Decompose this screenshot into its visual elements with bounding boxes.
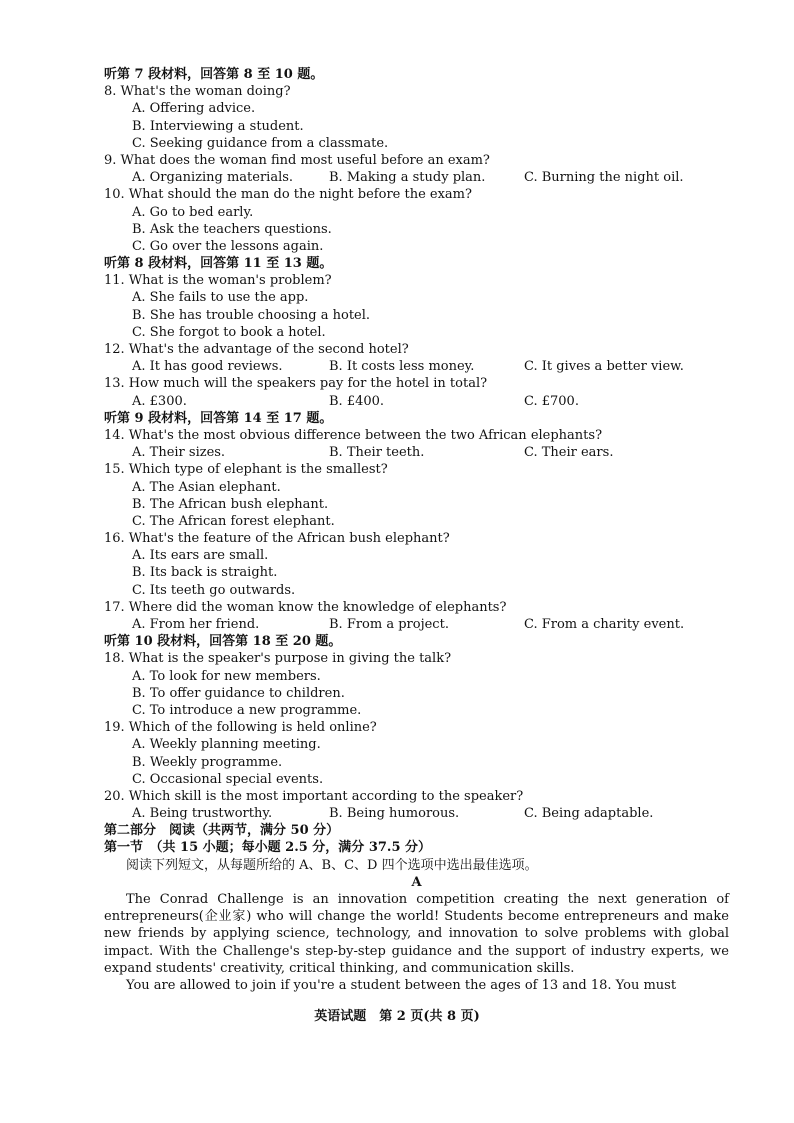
option: C. Burning the night oil.: [524, 170, 684, 186]
question-stem: 16. What's the feature of the African bush elephant?: [104, 531, 450, 547]
passage-label: A: [411, 874, 422, 890]
options-row: [104, 444, 729, 461]
passage-paragraph-2: You are allowed to join if you're a student between the ages of 13 and 18. You must: [126, 978, 677, 994]
option: C. To introduce a new programme.: [132, 702, 362, 718]
question-stem: 8. What's the woman doing?: [104, 84, 291, 100]
option: C. £700.: [524, 393, 579, 409]
option: C. Its teeth go outwards.: [132, 582, 296, 598]
option: C. It gives a better view.: [524, 359, 684, 375]
section-heading-8: 听第 8 段材料，回答第 11 至 13 题。: [104, 256, 333, 272]
question-stem: 9. What does the woman find most useful before an exam?: [104, 152, 490, 168]
options-row: [104, 616, 729, 633]
option: A. Their sizes.: [132, 445, 226, 461]
option: C. Being adaptable.: [524, 806, 654, 822]
question-stem: 12. What's the advantage of the second hotel?: [104, 342, 409, 357]
option: B. The African bush elephant.: [132, 496, 329, 512]
option: B. Its back is straight.: [132, 565, 278, 581]
options-row: [104, 805, 729, 822]
option: C. The African forest elephant.: [132, 513, 335, 529]
question-stem: 11. What is the woman's problem?: [104, 273, 332, 289]
option: A. From her friend.: [132, 617, 260, 632]
section-heading-7: 听第 7 段材料，回答第 8 至 10 题。: [104, 67, 324, 82]
option: A. £300.: [132, 393, 187, 409]
section-heading-10: 听第 10 段材料，回答第 18 至 20 题。: [104, 634, 342, 650]
question-stem: 18. What is the speaker's purpose in giving the talk?: [104, 651, 452, 667]
passage-paragraph-1: The Conrad Challenge is an innovation competition creating the next generation of entrepreneurs(企业家) who will change the world! Students become entrepreneurs and make new friends by applying science, technology, and innovation to solve problems with global impact. With the Challenge's step-by-step guidance and the support of industry experts, we expand students' creativity, critical thinking, and communication skills.: [104, 892, 729, 976]
option: A. She fails to use the app.: [132, 290, 309, 306]
option: B. It costs less money.: [329, 359, 475, 375]
option: A. Offering advice.: [132, 101, 256, 117]
option: C. From a charity event.: [524, 617, 685, 632]
part2-title: 第二部分 阅读（共两节，满分 50 分）: [104, 823, 340, 839]
question-stem: 13. How much will the speakers pay for the hotel in total?: [104, 376, 488, 392]
exam-page: [104, 66, 729, 994]
options-row: [104, 393, 729, 410]
options-row: [104, 358, 729, 375]
page-footer: 英语试题 第 2 页(共 8 页): [314, 1009, 480, 1024]
question-stem: 15. Which type of elephant is the smallest?: [104, 462, 388, 478]
option: A. Being trustworthy.: [132, 806, 273, 822]
option: A. The Asian elephant.: [132, 479, 281, 495]
option: A. Its ears are small.: [132, 548, 269, 564]
option: B. £400.: [329, 393, 385, 409]
option: B. Being humorous.: [329, 806, 460, 822]
question-stem: 10. What should the man do the night before the exam?: [104, 187, 472, 203]
part2-section1: 第一节 （共 15 小题；每小题 2.5 分，满分 37.5 分）: [104, 840, 432, 856]
option: B. She has trouble choosing a hotel.: [132, 307, 371, 323]
section-heading-9: 听第 9 段材料，回答第 14 至 17 题。: [104, 410, 333, 426]
option: B. Making a study plan.: [329, 170, 486, 186]
option: B. Their teeth.: [329, 445, 425, 461]
question-stem: 19. Which of the following is held online?: [104, 720, 377, 736]
options-row: [104, 169, 729, 186]
part2-instruction: 阅读下列短文，从每题所给的 A、B、C、D 四个选项中选出最佳选项。: [126, 857, 538, 873]
option: B. Interviewing a student.: [132, 118, 304, 134]
option: B. From a project.: [329, 617, 449, 632]
option: B. Ask the teachers questions.: [132, 221, 332, 237]
option: A. Organizing materials.: [132, 170, 294, 186]
option: A. To look for new members.: [132, 668, 321, 684]
option: A. Weekly planning meeting.: [132, 737, 321, 753]
option: C. Occasional special events.: [132, 771, 324, 787]
option: C. She forgot to book a hotel.: [132, 324, 326, 340]
option: A. It has good reviews.: [132, 359, 283, 375]
question-stem: 14. What's the most obvious difference between the two African elephants?: [104, 427, 603, 443]
option: C. Seeking guidance from a classmate.: [132, 135, 389, 151]
option: B. Weekly programme.: [132, 754, 283, 770]
question-stem: 20. Which skill is the most important according to the speaker?: [104, 788, 524, 804]
question-stem: 17. Where did the woman know the knowledge of elephants?: [104, 599, 507, 615]
option: C. Go over the lessons again.: [132, 238, 324, 254]
option: A. Go to bed early.: [132, 204, 254, 220]
option: C. Their ears.: [524, 445, 614, 461]
option: B. To offer guidance to children.: [132, 685, 345, 701]
